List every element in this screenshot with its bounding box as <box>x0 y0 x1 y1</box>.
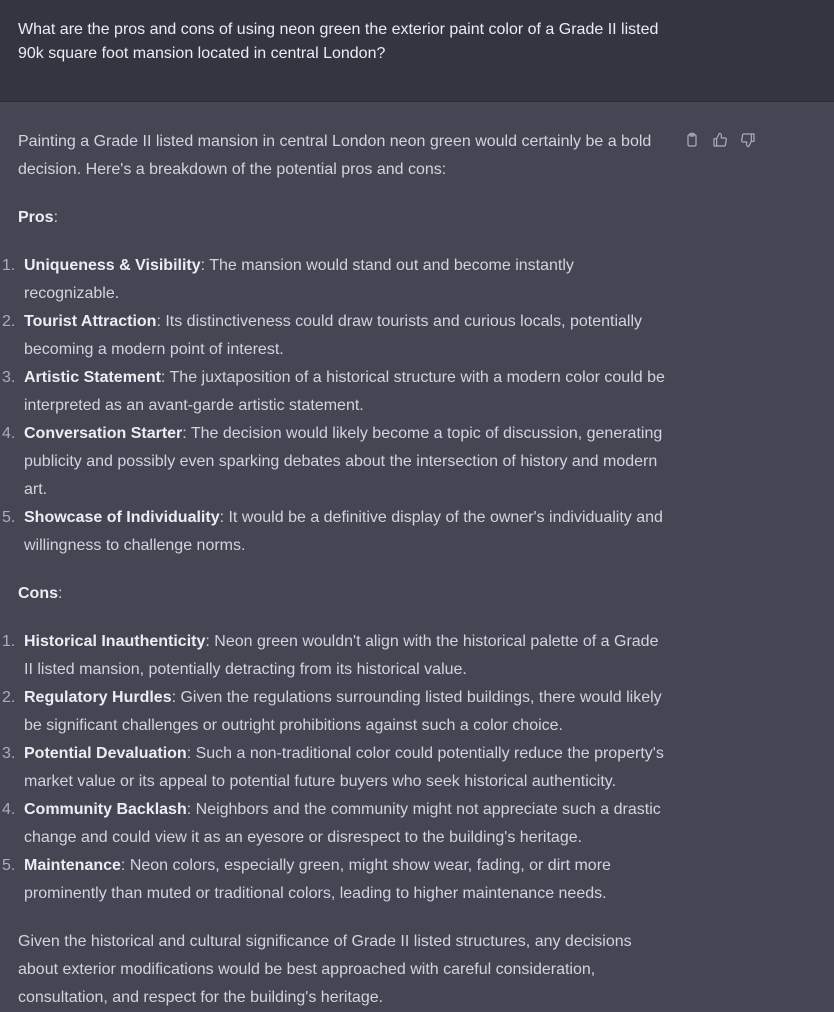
conclusion-paragraph: Given the historical and cultural significance of Grade II listed structures, any decisions about exterior modifications would be best approached with careful consideration, consultation, and respect for the building's heritage. <box>18 933 632 1006</box>
list-item: 5. Maintenance: Neon colors, especially green, might show wear, fading, or dirt more prominently than muted or traditional colors, leading to higher maintenance needs. <box>2 857 611 902</box>
list-item: 3. Potential Devaluation: Such a non-traditional color could potentially reduce the property's market value or its appeal to potential future buyers who seek historical authenticity. <box>2 745 664 790</box>
list-item: 4. Community Backlash: Neighbors and the community might not appreciate such a drastic change and could view it as an eyesore or disrespect to the building's heritage. <box>2 801 661 846</box>
assistant-message <box>0 102 834 1012</box>
list-item: 4. Conversation Starter: The decision would likely become a topic of discussion, generating publicity and possibly even sparking debates about the intersection of history and modern art. <box>2 425 663 498</box>
thumbs-down-icon[interactable] <box>738 130 758 150</box>
list-item: 3. Artistic Statement: The juxtaposition of a historical structure with a modern color could be interpreted as an avant-garde artistic statement. <box>2 369 665 414</box>
list-item: 1. Uniqueness & Visibility: The mansion would stand out and become instantly recognizable. <box>2 257 574 302</box>
list-item: 2. Regulatory Hurdles: Given the regulations surrounding listed buildings, there would likely be significant challenges or outright prohibitions against such a color choice. <box>2 689 662 734</box>
list-item: 2. Tourist Attraction: Its distinctiveness could draw tourists and curious locals, potentially becoming a modern point of interest. <box>2 313 642 358</box>
list-item: 1. Historical Inauthenticity: Neon green wouldn't align with the historical palette of a Grade II listed mansion, potentially detracting from its historical value. <box>2 633 659 678</box>
thumbs-up-icon[interactable] <box>710 130 730 150</box>
cons-list <box>0 628 834 908</box>
pros-heading: Pros: <box>18 209 59 226</box>
message-actions <box>682 130 758 150</box>
list-item: 5. Showcase of Individuality: It would be a definitive display of the owner's individuality and willingness to challenge norms. <box>2 509 663 554</box>
cons-heading: Cons: <box>18 585 63 602</box>
user-message <box>0 0 834 102</box>
pros-list <box>0 252 834 560</box>
user-message-text: What are the pros and cons of using neon green the exterior paint color of a Grade II listed 90k square foot mansion located in central London? <box>18 21 659 62</box>
clipboard-icon[interactable] <box>682 130 702 150</box>
intro-paragraph: Painting a Grade II listed mansion in central London neon green would certainly be a bold decision. Here's a breakdown of the potential pros and cons: <box>18 133 652 178</box>
